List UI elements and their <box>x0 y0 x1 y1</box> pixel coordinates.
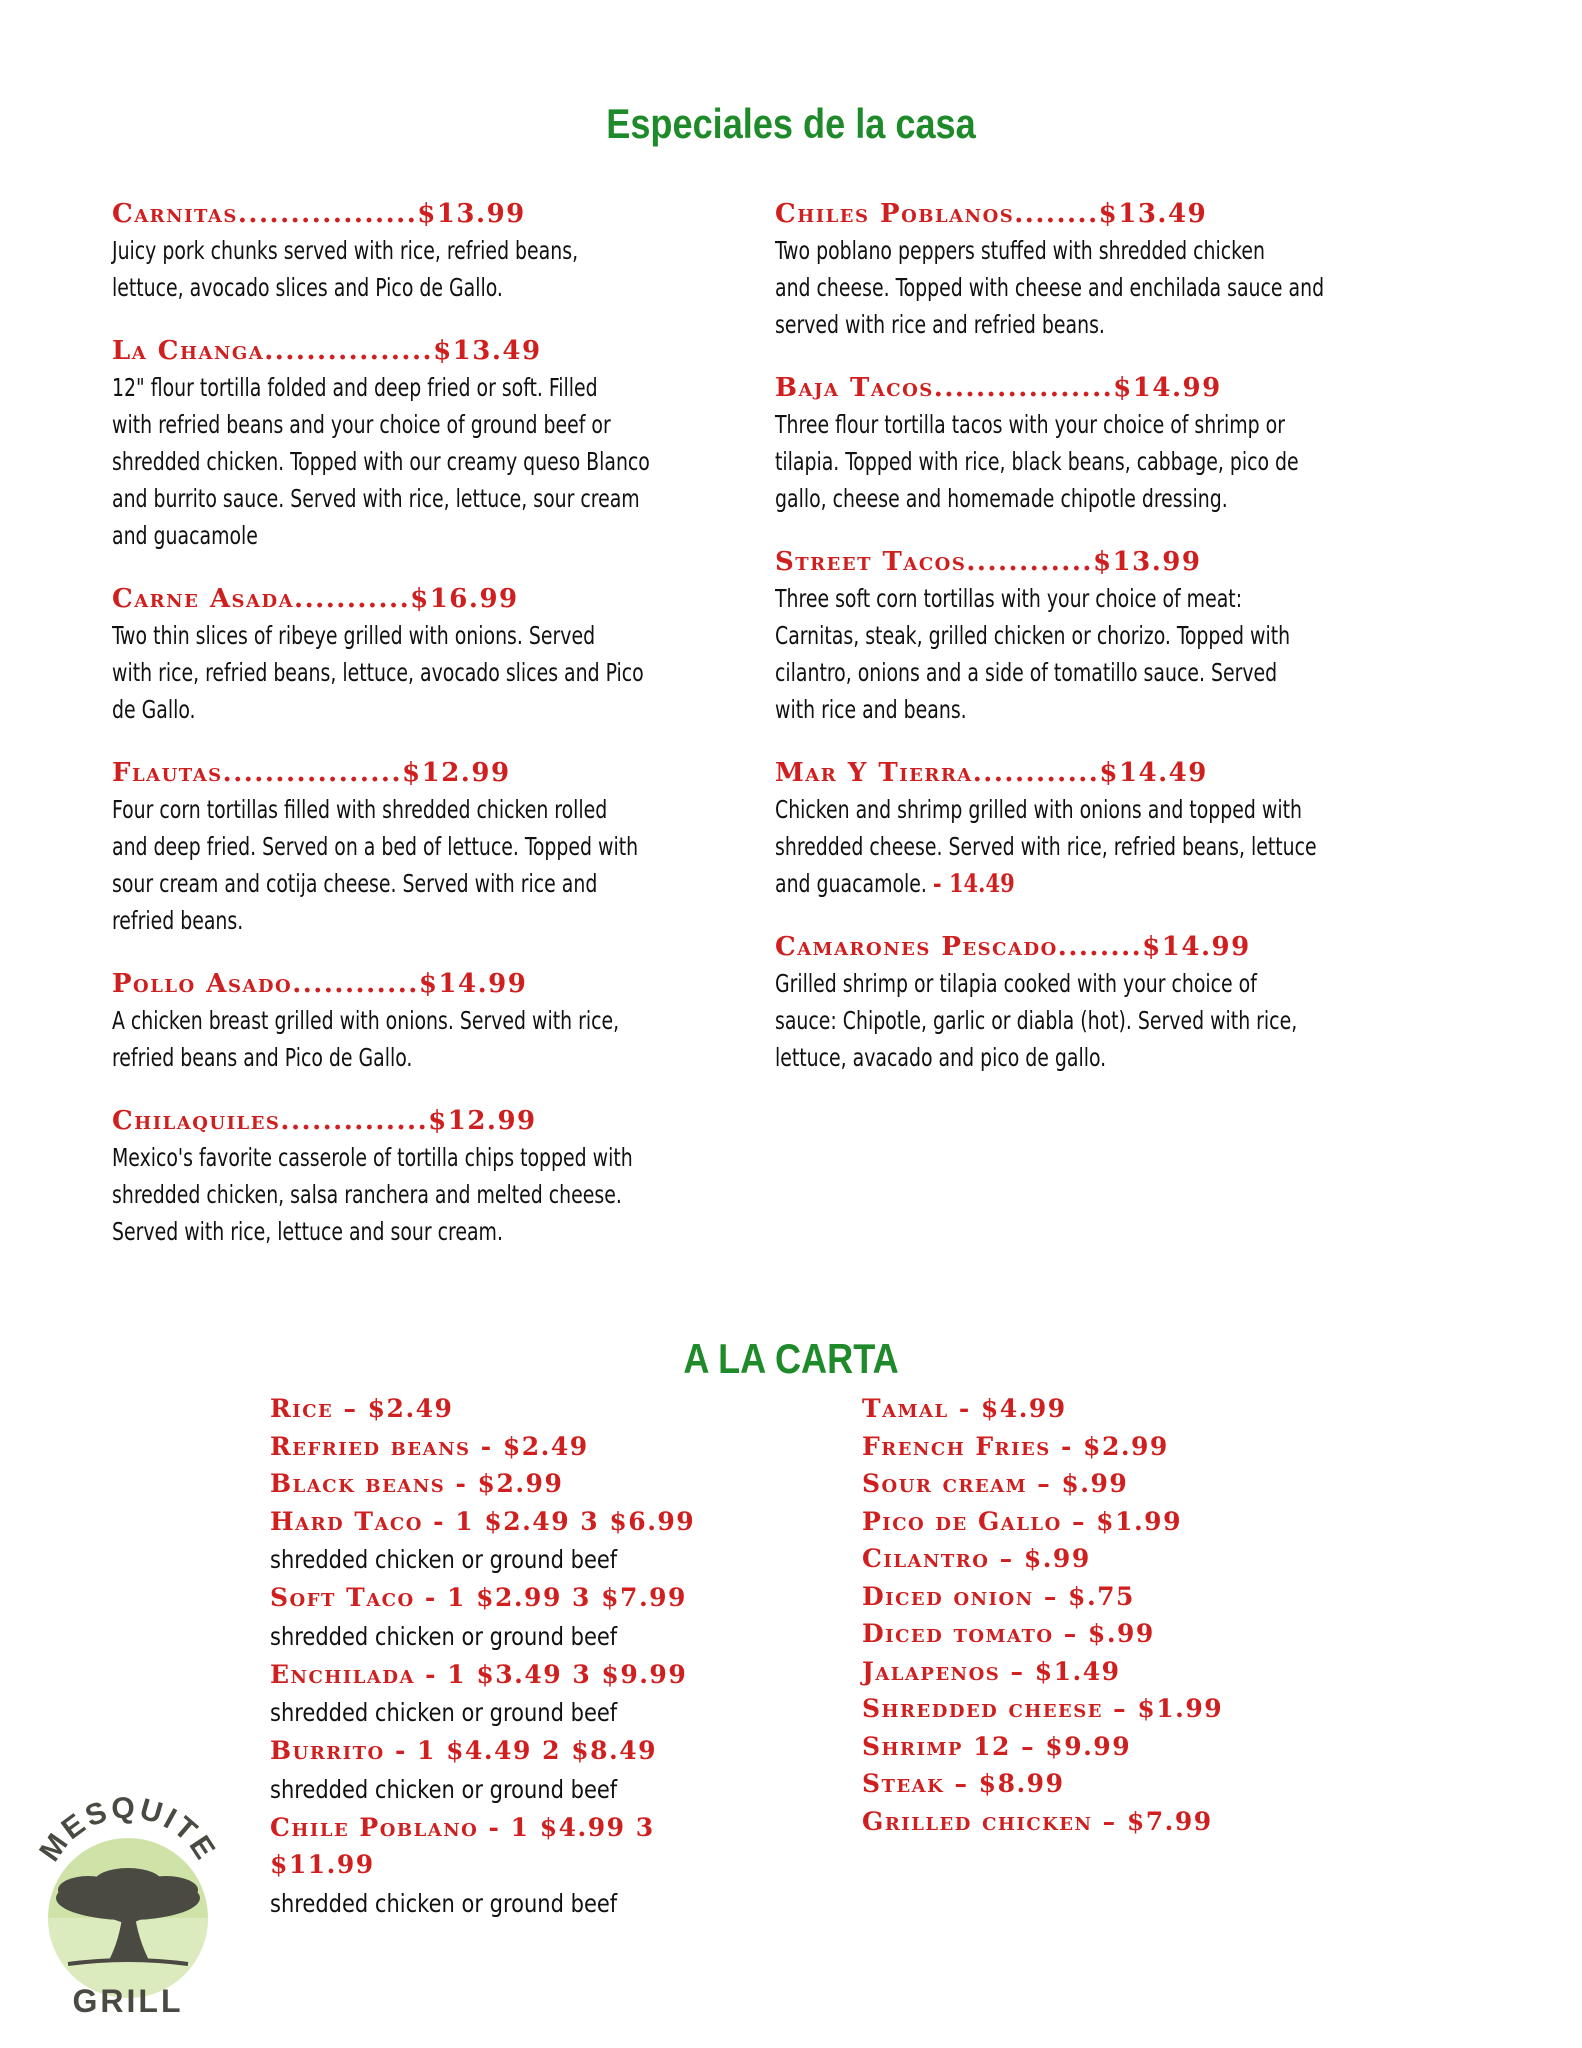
carta-item: Hard Taco - 1 $2.49 3 $6.99 <box>270 1506 696 1536</box>
menu-item <box>112 966 752 1076</box>
menu-item <box>112 333 752 554</box>
description-line: lettuce, avocado slices and Pico de Gallo. <box>112 273 503 302</box>
description-line: with rice and beans. <box>775 695 967 724</box>
description-line: de Gallo. <box>112 695 196 724</box>
carta-item: Sour cream – $.99 <box>862 1469 1129 1498</box>
description-line: shredded cheese. Served with rice, refried beans, lettuce <box>775 832 1317 861</box>
carta-item: French Fries - $2.99 <box>862 1431 1169 1461</box>
description-line: and deep fried. Served on a bed of lettuce. Topped with <box>112 832 639 861</box>
carta-item: Black beans - $2.99 <box>270 1469 564 1498</box>
carta-item: Diced onion – $.75 <box>862 1581 1135 1611</box>
menu-item <box>775 544 1415 728</box>
menu-item-title-price: Pollo Asado............$14.99 <box>112 969 528 999</box>
menu-item-title-price: La Changa................$13.49 <box>112 336 542 366</box>
description-line: sour cream and cotija cheese. Served with rice and <box>112 869 598 898</box>
svg-text:MESQUITE: MESQUITE <box>33 1791 223 1868</box>
carta-item: Shredded cheese – $1.99 <box>862 1694 1224 1723</box>
especiales-heading: Especiales de la casa <box>606 100 976 147</box>
menu-item-title-price: Baja Tacos.................$14.99 <box>775 373 1222 403</box>
menu-item-title-price: Chilaquiles..............$12.99 <box>112 1106 537 1136</box>
description-line: Carnitas, steak, grilled chicken or chorizo. Topped with <box>775 621 1291 650</box>
svg-text:GRILL: GRILL <box>72 1983 184 2019</box>
menu-item-title-price: Carnitas.................$13.99 <box>112 199 526 229</box>
description-line: Three flour tortilla tacos with your choice of shrimp or <box>775 410 1285 439</box>
description-line: sauce: Chipotle, garlic or diabla (hot). Served with rice, <box>775 1006 1298 1035</box>
carta-item: Diced tomato – $.99 <box>862 1619 1155 1648</box>
menu-item <box>775 196 1415 343</box>
menu-item-description <box>112 791 752 939</box>
carta-item-note: shredded chicken or ground beef <box>270 1888 618 1918</box>
description-line: A chicken breast grilled with onions. Served with rice, <box>112 1006 620 1035</box>
menu-item-description <box>112 617 752 728</box>
description-line: tilapia. Topped with rice, black beans, cabbage, pico de <box>775 447 1299 476</box>
a-la-carta-left-column <box>270 1390 695 1923</box>
description-line: served with rice and refried beans. <box>775 310 1105 339</box>
a-la-carta-heading: A LA CARTA <box>683 1335 899 1382</box>
especiales-left-column <box>112 196 752 1277</box>
description-line: Juicy pork chunks served with rice, refried beans, <box>112 236 579 265</box>
description-line: 12" flour tortilla folded and deep fried or soft. Filled <box>112 373 598 402</box>
carta-item-note: shredded chicken or ground beef <box>270 1774 618 1804</box>
menu-item <box>775 755 1415 902</box>
carta-item: Grilled chicken – $7.99 <box>862 1806 1213 1836</box>
menu-item <box>112 755 752 939</box>
description-line: refried beans and Pico de Gallo. <box>112 1043 413 1072</box>
menu-item-description <box>112 1139 752 1250</box>
description-line: shredded chicken. Topped with our creamy queso Blanco <box>112 447 650 476</box>
menu-item-description <box>112 1002 752 1076</box>
carta-item: Cilantro – $.99 <box>862 1544 1091 1573</box>
description-line: refried beans. <box>112 906 244 935</box>
carta-item: Tamal - $4.99 <box>862 1394 1067 1423</box>
description-line: and burrito sauce. Served with rice, lettuce, sour cream <box>112 484 640 513</box>
menu-item-description <box>112 232 752 306</box>
carta-item: $11.99 <box>270 1850 375 1879</box>
menu-item-description <box>775 580 1415 728</box>
description-line: Four corn tortillas filled with shredded chicken rolled <box>112 795 608 824</box>
description-line: Two thin slices of ribeye grilled with onions. Served <box>112 621 596 650</box>
carta-item: Pico de Gallo – $1.99 <box>862 1506 1182 1536</box>
description-line: and cheese. Topped with cheese and enchilada sauce and <box>775 273 1325 302</box>
tree-logo-icon <box>28 1790 228 2020</box>
carta-item: Shrimp 12 – $9.99 <box>862 1731 1132 1761</box>
carta-item-note: shredded chicken or ground beef <box>270 1698 618 1727</box>
description-line: Three soft corn tortillas with your choice of meat: <box>775 584 1243 613</box>
menu-item <box>112 196 752 306</box>
menu-item <box>112 581 752 728</box>
menu-item-title-price: Chiles Poblanos........$13.49 <box>775 199 1208 229</box>
menu-item-title-price: Carne Asada...........$16.99 <box>112 584 519 614</box>
menu-item-description <box>775 965 1415 1076</box>
description-line: shredded chicken, salsa ranchera and melted cheese. <box>112 1180 622 1209</box>
mesquite-grill-logo <box>28 1790 228 2020</box>
carta-item: Soft Taco - 1 $2.99 3 $7.99 <box>270 1583 687 1612</box>
carta-item: Jalapenos – $1.49 <box>862 1656 1121 1686</box>
description-line: Chicken and shrimp grilled with onions and topped with <box>775 795 1302 824</box>
description-line: with refried beans and your choice of ground beef or <box>112 410 611 439</box>
menu-item-title-price: Mar Y Tierra............$14.49 <box>775 758 1208 788</box>
description-line: lettuce, avacado and pico de gallo. <box>775 1043 1107 1072</box>
menu-item-title-price: Street Tacos............$13.99 <box>775 547 1202 577</box>
menu-item-description <box>112 369 752 554</box>
menu-item-description <box>775 232 1415 343</box>
description-line: Mexico's favorite casserole of tortilla chips topped with <box>112 1143 633 1172</box>
carta-item-note: shredded chicken or ground beef <box>270 1621 618 1651</box>
description-line: gallo, cheese and homemade chipotle dressing. <box>775 484 1228 513</box>
a-la-carta-right-column <box>862 1390 1223 1840</box>
inline-price: - 14.49 <box>932 869 1015 898</box>
description-line: Grilled shrimp or tilapia cooked with your choice of <box>775 969 1257 998</box>
menu-item <box>775 370 1415 517</box>
description-line: and guacamole. - 14.49 <box>775 869 1015 898</box>
menu-item-description <box>775 791 1415 902</box>
menu-item <box>775 929 1415 1076</box>
description-line: and guacamole <box>112 521 258 550</box>
especiales-right-column <box>775 196 1415 1103</box>
menu-item-title-price: Camarones Pescado........$14.99 <box>775 932 1251 962</box>
carta-item: Chile Poblano - 1 $4.99 3 <box>270 1812 655 1842</box>
carta-item: Burrito - 1 $4.49 2 $8.49 <box>270 1736 657 1765</box>
description-line: Served with rice, lettuce and sour cream. <box>112 1217 503 1246</box>
menu-item <box>112 1103 752 1250</box>
description-line: cilantro, onions and a side of tomatillo sauce. Served <box>775 658 1278 687</box>
description-line: with rice, refried beans, lettuce, avocado slices and Pico <box>112 658 644 687</box>
menu-item-description <box>775 406 1415 517</box>
carta-item-note: shredded chicken or ground beef <box>270 1545 618 1574</box>
description-line: Two poblano peppers stuffed with shredded chicken <box>775 236 1265 265</box>
carta-item: Rice – $2.49 <box>270 1394 454 1423</box>
carta-item: Refried beans - $2.49 <box>270 1431 589 1461</box>
menu-item-title-price: Flautas.................$12.99 <box>112 758 511 788</box>
carta-item: Enchilada - 1 $3.49 3 $9.99 <box>270 1659 688 1689</box>
carta-item: Steak – $8.99 <box>862 1769 1065 1798</box>
